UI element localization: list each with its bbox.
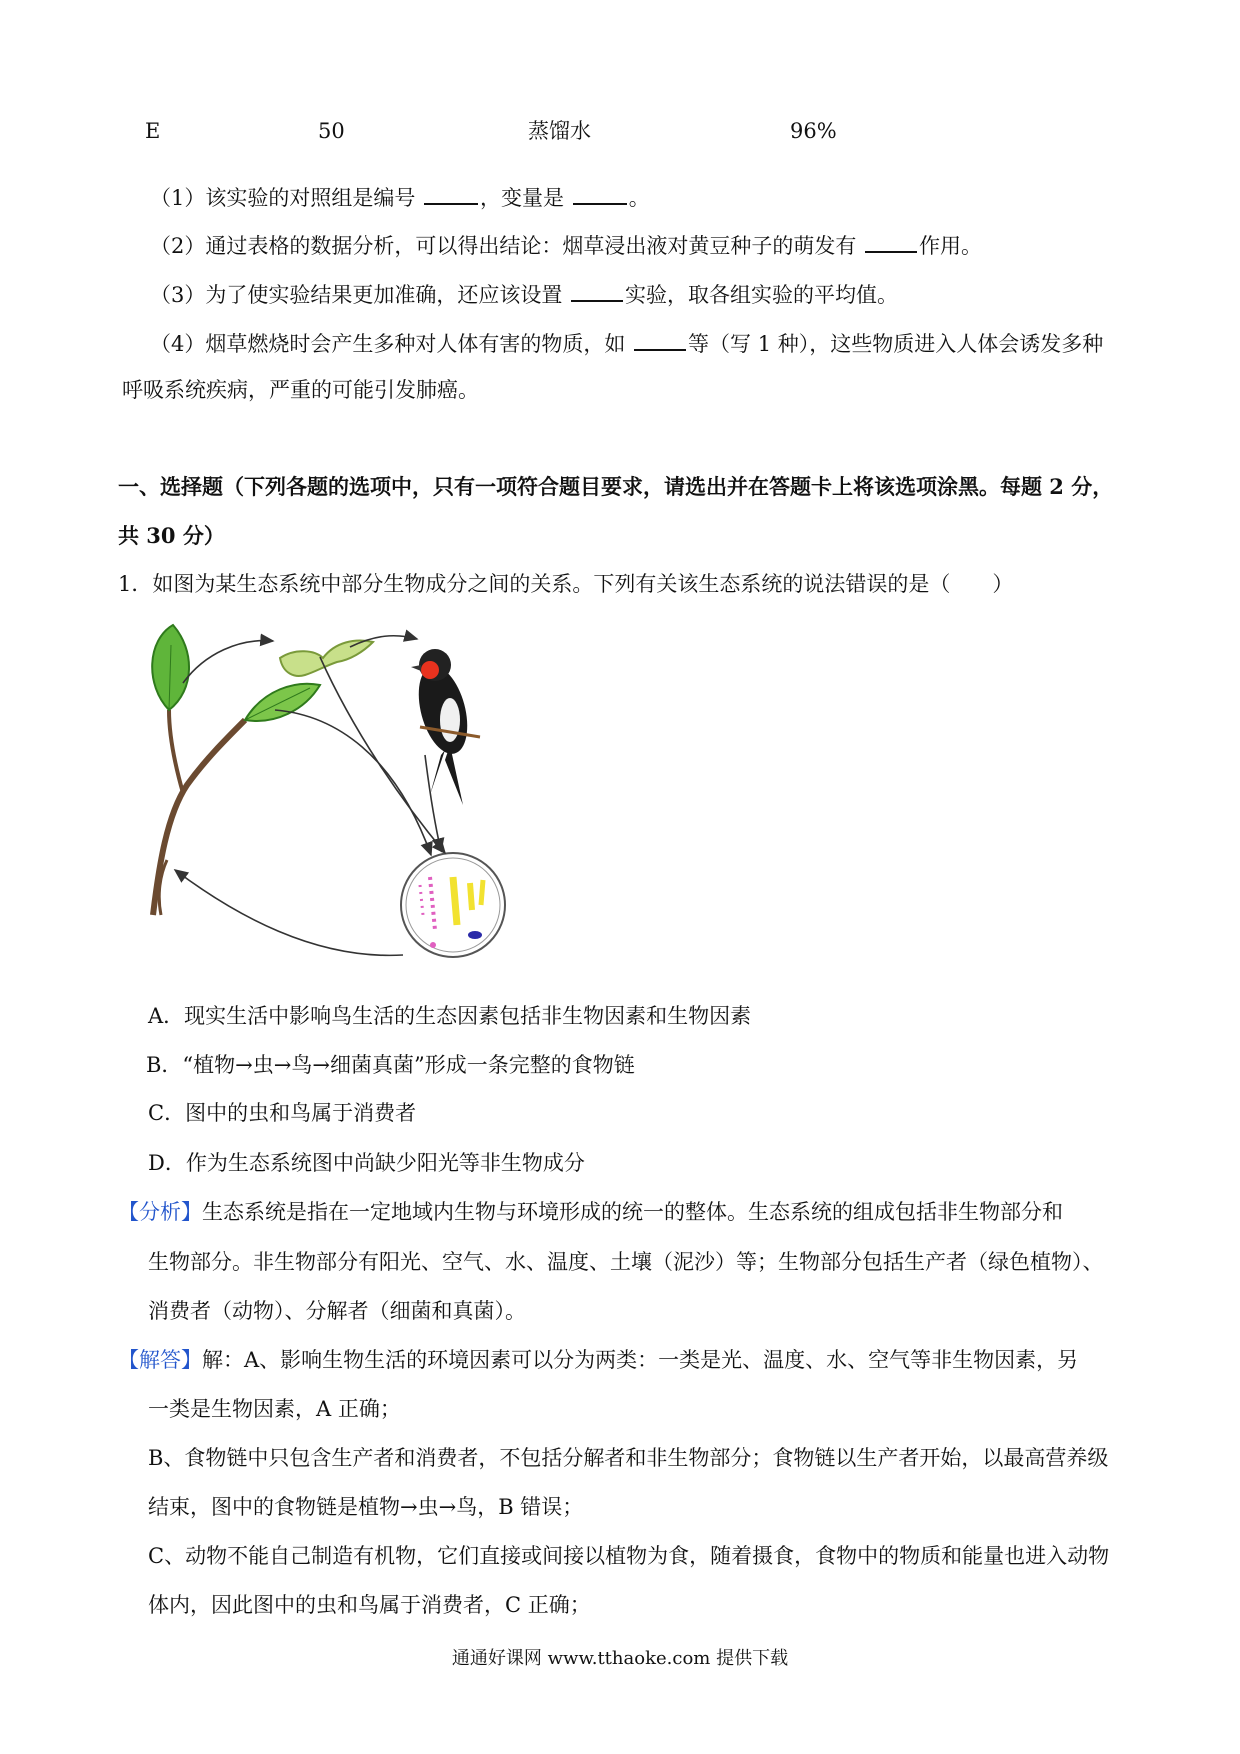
option-c: C．图中的虫和鸟属于消费者 bbox=[148, 1101, 417, 1125]
ecosystem-diagram bbox=[145, 615, 585, 975]
table-cell-liquid: 蒸馏水 bbox=[528, 119, 591, 143]
answer-line-4: 结束，图中的食物链是植物→虫→鸟，B 错误； bbox=[148, 1495, 584, 1519]
answer-line-6: 体内，因此图中的虫和鸟属于消费者，C 正确； bbox=[148, 1593, 591, 1617]
answer-blank bbox=[573, 181, 627, 205]
option-a: A．现实生活中影响鸟生活的生态因素包括非生物因素和生物因素 bbox=[148, 1004, 752, 1028]
leaf-right bbox=[245, 684, 320, 721]
decomposer-circle bbox=[401, 853, 505, 957]
answer-tag: 【解答】 bbox=[118, 1348, 202, 1372]
analysis-line-2: 生物部分。非生物部分有阳光、空气、水、温度、土壤（泥沙）等；生物部分包括生产者（绿色植物）、 bbox=[148, 1250, 1104, 1274]
analysis-line-3: 消费者（动物）、分解者（细菌和真菌）。 bbox=[148, 1299, 526, 1323]
answer-line-3: B、食物链中只包含生产者和消费者，不包括分解者和非生物部分；食物链以生产者开始，以最高营养级 bbox=[148, 1446, 1109, 1470]
bird bbox=[410, 649, 480, 805]
analysis-line-1: 【分析】生态系统是指在一定地域内生物与环境形成的统一的整体。生态系统的组成包括非生物部分和 bbox=[118, 1200, 1063, 1224]
table-cell-count: 50 bbox=[318, 119, 345, 143]
analysis-tag: 【分析】 bbox=[118, 1200, 202, 1224]
answer-blank bbox=[865, 229, 917, 253]
answer-blank bbox=[571, 278, 623, 302]
section-title: 一、选择题（下列各题的选项中，只有一项符合题目要求，请选出并在答题卡上将该选项涂黑。每题 2 分， bbox=[118, 474, 1114, 499]
question-2: （2）通过表格的数据分析，可以得出结论：烟草浸出液对黄豆种子的萌发有 作用。 bbox=[150, 229, 982, 261]
answer-blank bbox=[634, 327, 686, 351]
answer-line-1: 【解答】解：A、影响生物生活的环境因素可以分为两类：一类是光、温度、水、空气等非生物因素，另 bbox=[118, 1348, 1079, 1372]
page-footer: 通通好课网 www.tthaoke.com 提供下载 bbox=[451, 1648, 789, 1669]
table-row bbox=[0, 116, 1240, 146]
table-cell-rate: 96% bbox=[790, 119, 837, 143]
option-d: D．作为生态系统图中尚缺少阳光等非生物成分 bbox=[148, 1151, 585, 1175]
answer-line-2: 一类是生物因素，A 正确； bbox=[148, 1397, 401, 1421]
option-b: B．“植物→虫→鸟→细菌真菌”形成一条完整的食物链 bbox=[146, 1053, 635, 1077]
question-stem: 1．如图为某生态系统中部分生物成分之间的关系。下列有关该生态系统的说法错误的是（ ） bbox=[118, 572, 1014, 596]
section-title-continued: 共 30 分） bbox=[118, 523, 225, 548]
table-cell-group: E bbox=[145, 119, 161, 143]
question-4: （4）烟草燃烧时会产生多种对人体有害的物质，如 等（写 1 种），这些物质进入人体会诱发多种 bbox=[150, 327, 1103, 359]
ecosystem-figure bbox=[145, 615, 585, 975]
answer-blank bbox=[424, 181, 478, 205]
question-3: （3）为了使实验结果更加准确，还应该设置 实验，取各组实验的平均值。 bbox=[150, 278, 898, 310]
question-1: （1）该实验的对照组是编号 ，变量是 。 bbox=[150, 181, 650, 213]
answer-line-5: C、动物不能自己制造有机物，它们直接或间接以植物为食，随着摄食，食物中的物质和能量也进入动物 bbox=[148, 1544, 1110, 1568]
question-4-continued: 呼吸系统疾病，严重的可能引发肺癌。 bbox=[122, 378, 479, 402]
